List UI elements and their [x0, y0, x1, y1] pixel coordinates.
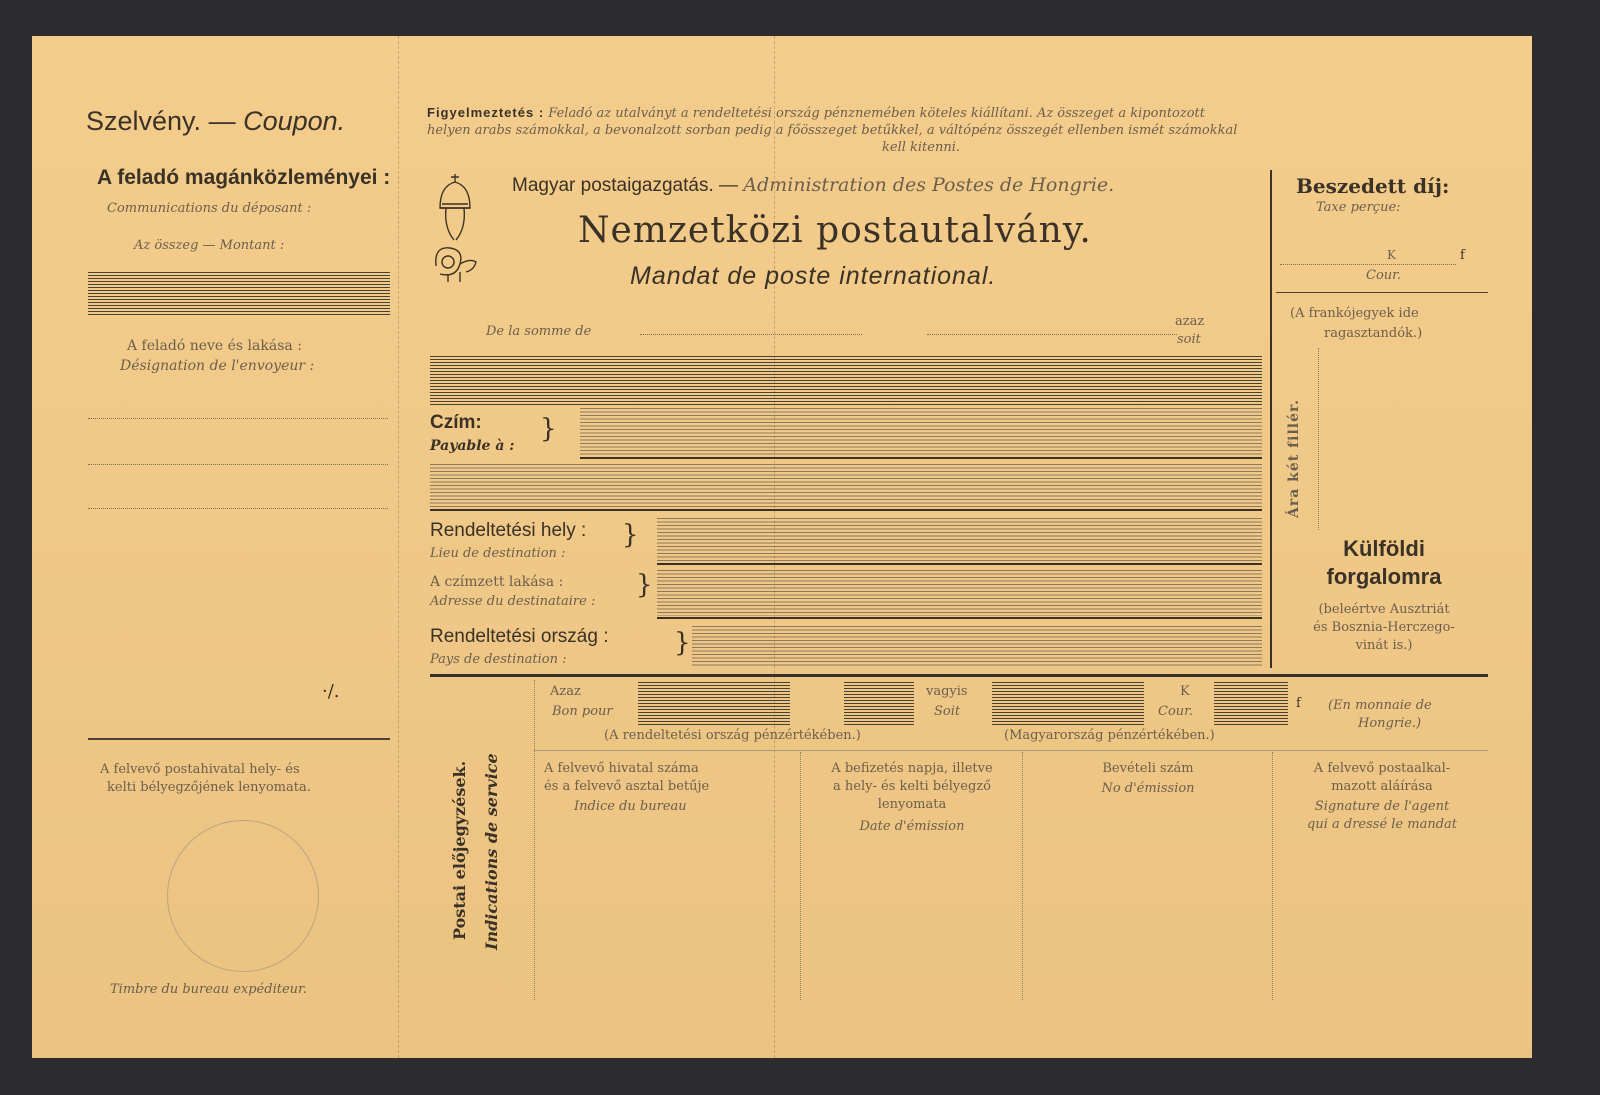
country-hu: Rendeltetési ország :	[430, 626, 609, 647]
service-col-div-3	[1272, 752, 1273, 1000]
coupon-sender-fr: Désignation de l'envoyeur :	[120, 358, 315, 374]
col1-hu-1: A felvevő hivatal száma	[544, 761, 699, 776]
incl-3: vinát is.)	[1355, 638, 1413, 653]
fee-cour: Cour.	[1366, 268, 1402, 283]
form-title-hu: Nemzetközi postautalvány.	[578, 210, 1092, 251]
bon-azaz: Azaz	[550, 684, 581, 699]
addr-fr: Adresse du destinataire :	[430, 594, 596, 609]
admin-fr: Administration des Postes de Hongrie.	[743, 174, 1115, 196]
coupon-amount-bar	[88, 272, 390, 316]
price-note: Ára két fillér.	[1286, 399, 1302, 518]
payee-line-2	[430, 464, 1262, 508]
foreign-traffic-2: forgalomra	[1326, 564, 1442, 589]
col1-block	[544, 760, 709, 816]
ink-mark: ·/.	[322, 681, 340, 702]
bon-cents-bar	[844, 682, 914, 726]
sum-label: De la somme de	[486, 324, 592, 339]
soit-label-2: Soit	[934, 704, 961, 719]
warning-line-1: Feladó az utalványt a rendeltetési ország pénznemében köteles kiállítani. Az összeget a kipontozott	[548, 106, 1206, 121]
service-f: f	[1296, 696, 1301, 711]
col3-fr: No d'émission	[1101, 781, 1195, 796]
dest-place-line	[657, 518, 1262, 562]
col1-hu-2: és a felvevő asztal betűje	[544, 779, 710, 794]
czim-label: Czím:	[430, 412, 482, 433]
service-k: K	[1180, 684, 1190, 699]
stamps-note-2: ragasztandók.)	[1324, 326, 1423, 341]
addr-line	[657, 570, 1262, 616]
col4-fr-1: Signature de l'agent	[1314, 799, 1450, 814]
soit-label: soit	[1177, 332, 1201, 347]
payee-line-2-rule	[430, 509, 1262, 511]
incl-1: (beleértve Ausztriát	[1318, 602, 1450, 617]
service-vert-fr: Indications de service	[482, 753, 501, 950]
addr-hu: A czímzett lakása :	[430, 574, 564, 590]
service-col-div-2	[1022, 752, 1023, 1000]
admin-dash: —	[719, 175, 739, 196]
coupon-title-hu: Szelvény.	[86, 106, 202, 136]
sender-line-3	[88, 508, 388, 509]
hu-currency-note: (Magyarország pénzértékében.)	[1004, 728, 1215, 743]
service-top-rule	[430, 674, 1488, 677]
sender-line-1	[88, 418, 388, 419]
admin-line	[512, 174, 1114, 197]
bon-amount-bar	[638, 682, 790, 726]
sum-dotted-line-2	[927, 334, 1177, 335]
service-col-div-1	[800, 752, 801, 1000]
fee-amount-line	[1280, 264, 1456, 265]
col1-fr: Indice du bureau	[574, 799, 687, 814]
warning-line-2: helyen arabs számokkal, a bevonalzott sorban pedig a főösszeget betűkkel, a váltópénz összegét ellenben ismét számokkal	[427, 123, 1238, 138]
dest-place-brace: }	[622, 520, 639, 550]
addr-brace: }	[636, 570, 653, 600]
sum-dotted-line	[640, 334, 862, 335]
hu-amount-bar	[992, 682, 1144, 726]
coupon-stamp-hu-2: kelti bélyegzőjének lenyomata.	[107, 780, 311, 795]
dest-place-rule	[657, 563, 1262, 565]
form-title-fr: Mandat de poste international.	[630, 262, 997, 290]
fee-k: K	[1387, 248, 1396, 262]
col3-block	[1026, 760, 1270, 798]
foreign-traffic-1: Külföldi	[1343, 536, 1425, 561]
coupon-messages-hu: A feladó magánközleményei :	[97, 166, 391, 189]
perforation-line	[398, 36, 399, 1058]
monnaie-2: Hongrie.)	[1358, 716, 1422, 731]
bon-pour: Bon pour	[552, 704, 613, 719]
col2-fr: Date d'émission	[859, 819, 965, 834]
fee-title-fr: Taxe perçue:	[1316, 200, 1401, 215]
dest-place-hu: Rendeltetési hely :	[430, 520, 587, 541]
col4-hu-2: mazott aláírása	[1331, 779, 1433, 794]
service-grid-rule	[534, 750, 1488, 751]
coupon-sender-hu: A feladó neve és lakása :	[127, 338, 302, 354]
stamp-area-dotted-edge	[1318, 348, 1319, 530]
country-fr: Pays de destination :	[430, 652, 567, 667]
coupon-messages-fr: Communications du déposant :	[107, 201, 312, 216]
coupon-title-dash: —	[208, 106, 236, 136]
fee-title-hu: Beszedett díj:	[1296, 174, 1450, 198]
coupon-stamp-fr: Timbre du bureau expéditeur.	[110, 982, 307, 997]
dest-place-fr: Lieu de destination :	[430, 546, 566, 561]
country-brace: }	[674, 628, 691, 658]
czim-brace: }	[540, 414, 557, 444]
incl-2: és Bosznia-Herczego-	[1313, 620, 1455, 635]
dest-currency-note: (A rendeltetési ország pénzértékében.)	[604, 728, 861, 743]
payee-line-1	[580, 408, 1262, 456]
hu-cents-bar	[1214, 682, 1288, 726]
vagyis-label: vagyis	[926, 684, 968, 699]
stamps-note-1: (A frankójegyek ide	[1290, 306, 1419, 321]
warning-line-3: kell kitenni.	[882, 140, 961, 155]
warning-label: Figyelmeztetés :	[427, 105, 545, 120]
addr-rule	[657, 617, 1262, 619]
col4-block	[1276, 760, 1488, 834]
money-order-form	[32, 36, 1532, 1058]
postmark-circle	[167, 820, 319, 972]
fee-divider	[1276, 292, 1488, 293]
coupon-title-fr: Coupon.	[243, 106, 346, 136]
col4-fr-2: qui a dressé le mandat	[1307, 817, 1457, 832]
warning-block	[427, 104, 1487, 156]
coupon-amount-label: Az összeg — Montant :	[134, 238, 285, 253]
col4-hu-1: A felvevő postaalkal-	[1313, 761, 1451, 776]
service-cour: Cour.	[1158, 704, 1194, 719]
country-line	[692, 626, 1262, 666]
service-vert-hu: Postai előjegyzések.	[450, 760, 469, 940]
col2-hu-3: lenyomata	[877, 797, 947, 812]
col2-hu-2: a hely- és kelti bélyegző	[833, 779, 991, 794]
payee-line-1-rule	[580, 457, 1262, 459]
coupon-stamp-hu-1: A felvevő postahivatal hely- és	[100, 762, 300, 777]
coupon-title	[86, 106, 345, 137]
monnaie-1: (En monnaie de	[1328, 698, 1432, 713]
amount-words-bar	[430, 356, 1262, 406]
azaz-label: azaz	[1175, 314, 1205, 329]
crown-posthorn-emblem	[430, 168, 480, 288]
admin-hu: Magyar postaigazgatás.	[512, 175, 714, 196]
fee-f: f	[1460, 248, 1465, 263]
service-col-divider	[534, 680, 535, 1000]
col2-block	[804, 760, 1020, 836]
fee-box-left-border	[1270, 170, 1272, 668]
payable-label: Payable à :	[430, 438, 515, 454]
sender-line-2	[88, 464, 388, 465]
col2-hu-1: A befizetés napja, illetve	[831, 761, 993, 776]
coupon-divider	[88, 738, 390, 740]
col3-hu: Bevételi szám	[1102, 761, 1194, 776]
